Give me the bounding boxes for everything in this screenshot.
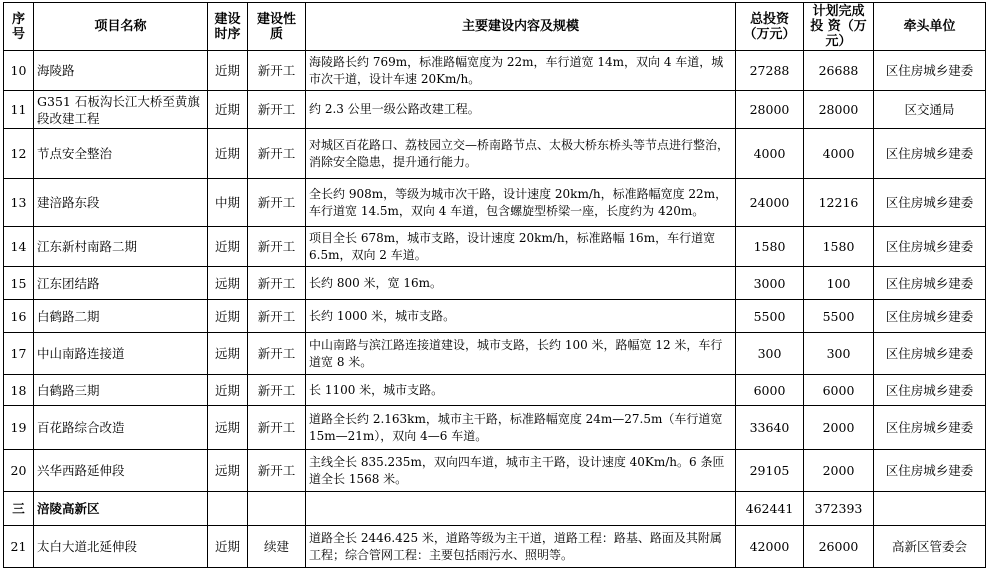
project-table [3,2,986,568]
table-row [4,227,986,267]
row-total: 24000 [736,179,804,227]
table-row [4,375,986,406]
row-nature: 新开工 [248,300,306,333]
row-name: 白鹤路三期 [34,375,208,406]
row-nature: 新开工 [248,227,306,267]
row-phase: 近期 [208,227,248,267]
row-no: 16 [4,300,34,333]
header-no: 序号 [4,3,34,51]
header-planned: 计划完成投 资（万元） [804,3,874,51]
section-nature [248,492,306,526]
row-no: 12 [4,129,34,179]
row-nature: 新开工 [248,51,306,91]
row-phase: 近期 [208,129,248,179]
row-phase: 近期 [208,51,248,91]
row-nature: 新开工 [248,375,306,406]
row-phase: 远期 [208,267,248,300]
row-content: 长 1100 米，城市支路。 [306,375,736,406]
row-phase: 近期 [208,526,248,568]
row-content: 道路全长约 2.163km，城市主干路，标准路幅宽度 24m—27.5m（车行道宽 15m—21m），双向 4—6 车道。 [306,406,736,450]
row-planned: 300 [804,333,874,375]
row-no: 17 [4,333,34,375]
row-name: 节点安全整治 [34,129,208,179]
row-total: 4000 [736,129,804,179]
row-total: 5500 [736,300,804,333]
row-content: 长约 1000 米，城市支路。 [306,300,736,333]
row-content: 约 2.3 公里一级公路改建工程。 [306,91,736,129]
row-lead: 区住房城乡建委 [874,129,986,179]
row-lead: 区住房城乡建委 [874,375,986,406]
row-content: 海陵路长约 769m，标准路幅宽度为 22m，车行道宽 14m，双向 4 车道，城市次干道，设计车速 20Km/h。 [306,51,736,91]
row-name: 建涪路东段 [34,179,208,227]
row-planned: 100 [804,267,874,300]
row-name: 兴华西路延伸段 [34,450,208,492]
row-planned: 28000 [804,91,874,129]
section-content [306,492,736,526]
row-no: 15 [4,267,34,300]
section-row [4,492,986,526]
header-lead: 牵头单位 [874,3,986,51]
header-content: 主要建设内容及规模 [306,3,736,51]
row-name: 白鹤路二期 [34,300,208,333]
row-total: 3000 [736,267,804,300]
section-planned: 372393 [804,492,874,526]
table-row [4,129,986,179]
row-total: 1580 [736,227,804,267]
row-planned: 26000 [804,526,874,568]
row-lead: 区交通局 [874,91,986,129]
row-phase: 中期 [208,179,248,227]
row-phase: 近期 [208,375,248,406]
row-planned: 5500 [804,300,874,333]
section-no: 三 [4,492,34,526]
row-name: G351 石板沟长江大桥至黄旗段改建工程 [34,91,208,129]
row-nature: 新开工 [248,450,306,492]
row-planned: 1580 [804,227,874,267]
row-name: 江东团结路 [34,267,208,300]
row-content: 主线全长 835.235m，双向四车道，城市主干路，设计速度 40Km/h。6 条匝道全长 1568 米。 [306,450,736,492]
row-content: 中山南路与滨江路连接道建设，城市支路，长约 100 米，路幅宽 12 米，车行道宽 8 米。 [306,333,736,375]
row-planned: 26688 [804,51,874,91]
row-phase: 远期 [208,406,248,450]
row-lead: 区住房城乡建委 [874,51,986,91]
row-content: 项目全长 678m，城市支路，设计速度 20km/h，标准路幅 16m，车行道宽 6.5m，双向 2 车道。 [306,227,736,267]
row-phase: 远期 [208,450,248,492]
row-lead: 区住房城乡建委 [874,406,986,450]
section-phase [208,492,248,526]
row-lead: 区住房城乡建委 [874,300,986,333]
table-row [4,91,986,129]
row-content: 长约 800 米，宽 16m。 [306,267,736,300]
row-no: 18 [4,375,34,406]
row-lead: 区住房城乡建委 [874,267,986,300]
row-total: 42000 [736,526,804,568]
table-row [4,267,986,300]
row-planned: 12216 [804,179,874,227]
table-row [4,300,986,333]
header-nature: 建设性质 [248,3,306,51]
header-name: 项目名称 [34,3,208,51]
row-nature: 续建 [248,526,306,568]
row-nature: 新开工 [248,267,306,300]
row-phase: 近期 [208,300,248,333]
row-lead: 区住房城乡建委 [874,179,986,227]
row-name: 海陵路 [34,51,208,91]
row-planned: 2000 [804,450,874,492]
table-row [4,450,986,492]
row-no: 11 [4,91,34,129]
table-row [4,51,986,91]
table-row [4,526,986,568]
row-name: 太白大道北延伸段 [34,526,208,568]
table-row [4,333,986,375]
row-total: 6000 [736,375,804,406]
row-total: 29105 [736,450,804,492]
row-name: 百花路综合改造 [34,406,208,450]
row-no: 14 [4,227,34,267]
row-content: 全长约 908m，等级为城市次干路，设计速度 20km/h，标准路幅宽度 22m，车行道宽 14.5m，双向 4 车道，包含螺旋型桥梁一座，长度约为 420m。 [306,179,736,227]
section-lead [874,492,986,526]
header-row [4,3,986,51]
row-nature: 新开工 [248,129,306,179]
row-content: 道路全长 2446.425 米，道路等级为主干道，道路工程：路基、路面及其附属工程；综合管网工程：主要包括雨污水、照明等。 [306,526,736,568]
row-total: 33640 [736,406,804,450]
row-no: 10 [4,51,34,91]
header-phase: 建设时序 [208,3,248,51]
row-total: 27288 [736,51,804,91]
row-nature: 新开工 [248,91,306,129]
table-row [4,406,986,450]
row-nature: 新开工 [248,333,306,375]
header-total: 总投资（万元） [736,3,804,51]
project-table-container [3,2,986,568]
row-lead: 区住房城乡建委 [874,333,986,375]
row-no: 19 [4,406,34,450]
section-name: 涪陵高新区 [34,492,208,526]
row-total: 28000 [736,91,804,129]
row-no: 13 [4,179,34,227]
row-no: 20 [4,450,34,492]
row-nature: 新开工 [248,406,306,450]
row-planned: 4000 [804,129,874,179]
row-no: 21 [4,526,34,568]
row-total: 300 [736,333,804,375]
row-name: 江东新村南路二期 [34,227,208,267]
row-content: 对城区百花路口、荔枝园立交—桥南路节点、太极大桥东桥头等节点进行整治，消除安全隐患，提升通行能力。 [306,129,736,179]
row-name: 中山南路连接道 [34,333,208,375]
row-planned: 6000 [804,375,874,406]
row-lead: 高新区管委会 [874,526,986,568]
section-total: 462441 [736,492,804,526]
row-phase: 远期 [208,333,248,375]
table-row [4,179,986,227]
row-phase: 近期 [208,91,248,129]
row-lead: 区住房城乡建委 [874,450,986,492]
row-nature: 新开工 [248,179,306,227]
row-planned: 2000 [804,406,874,450]
row-lead: 区住房城乡建委 [874,227,986,267]
